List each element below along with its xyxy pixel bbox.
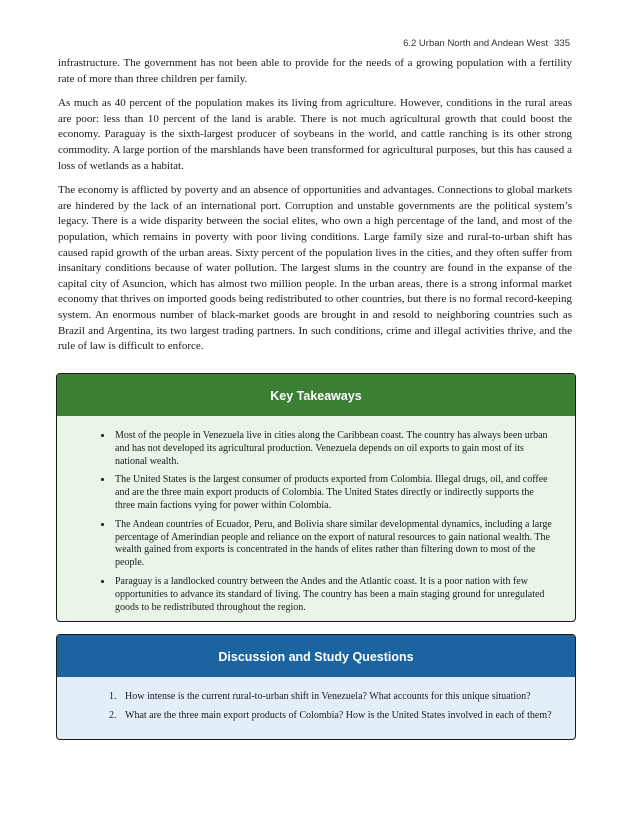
discussion-questions-box	[56, 634, 576, 740]
key-takeaways-title: Key Takeaways	[57, 374, 575, 416]
body-text	[58, 56, 572, 364]
key-takeaways-list	[113, 430, 553, 614]
discussion-questions-list	[119, 691, 553, 723]
list-item: • The Andean countries of Ecuador, Peru, and Bolivia share similar developmental dynamics, including a large percentage of Amerindian people and reliance on the export of natural resources to gain national wealth. The wealth gained from exports is concentrated in the hands of elites rather than filtering down to most of the people.	[113, 519, 553, 570]
page-number: 335	[554, 38, 570, 49]
discussion-questions-title: Discussion and Study Questions	[57, 635, 575, 677]
list-item: • Paraguay is a landlocked country between the Andes and the Atlantic coast. It is a poor nation with few opportunities to advance its standard of living. The country has been a main staging ground for unregulated goods to be redistributed throughout the region.	[113, 576, 553, 614]
paragraph: The economy is afflicted by poverty and an absence of opportunities and advantages. Connections to global markets are hindered by the lack of an international port. Corruption and unstable governments are the political system’s legacy. There is a wide disparity between the social elites, who own a high percentage of the land, and most of the population, which remains in poverty with poor living conditions. Large family size and rural-to-urban shift has caused rapid growth of the urban areas. Sixty percent of the population lives in the cities, and they often suffer from insanitary conditions because of water pollution. The largest slums in the country are found in the expanse of the capital city of Asuncion, which has almost two million people. In the urban areas, there is a strong informal market economy that thrives on imported goods being redistributed to other countries, but there is no formal record-keeping system. An enormous number of black-market goods are brought in and resold to neighboring countries such as Brazil and Argentina, its two largest trading partners. In such conditions, crime and illegal activities thrive, and the rule of law is difficult to enforce.	[58, 184, 572, 353]
list-item: • The United States is the largest consumer of products exported from Colombia. Illegal drugs, oil, and coffee and are the three main export products of Colombia. The United States directly or indirectly supports the three main factions vying for power within Colombia.	[113, 474, 553, 512]
section-title: 6.2 Urban North and Andean West	[403, 38, 549, 49]
list-item: • Most of the people in Venezuela live in cities along the Caribbean coast. The country has always been urban and has not developed its agricultural production. Venezuela depends on oil exports to gain most of its national wealth.	[113, 430, 553, 468]
paragraph: As much as 40 percent of the population makes its living from agriculture. However, conditions in the rural areas are poor: less than 10 percent of the land is arable. There is not much agricultural growth that could boost the economy. Paraguay is the sixth-largest producer of soybeans in the world, and cattle ranching is its other strong commodity. A large portion of the marshlands have been transformed for agricultural purposes, but this has caused a loss of wetlands as a habitat.	[58, 97, 572, 172]
running-header	[403, 38, 570, 49]
key-takeaways-box	[56, 373, 576, 622]
list-item: 1. How intense is the current rural-to-urban shift in Venezuela? What accounts for this unique situation?	[119, 691, 553, 704]
list-item: 2. What are the three main export products of Colombia? How is the United States involved in each of them?	[119, 710, 553, 723]
paragraph: infrastructure. The government has not been able to provide for the needs of a growing population with a fertility rate of more than three children per family.	[58, 57, 572, 85]
